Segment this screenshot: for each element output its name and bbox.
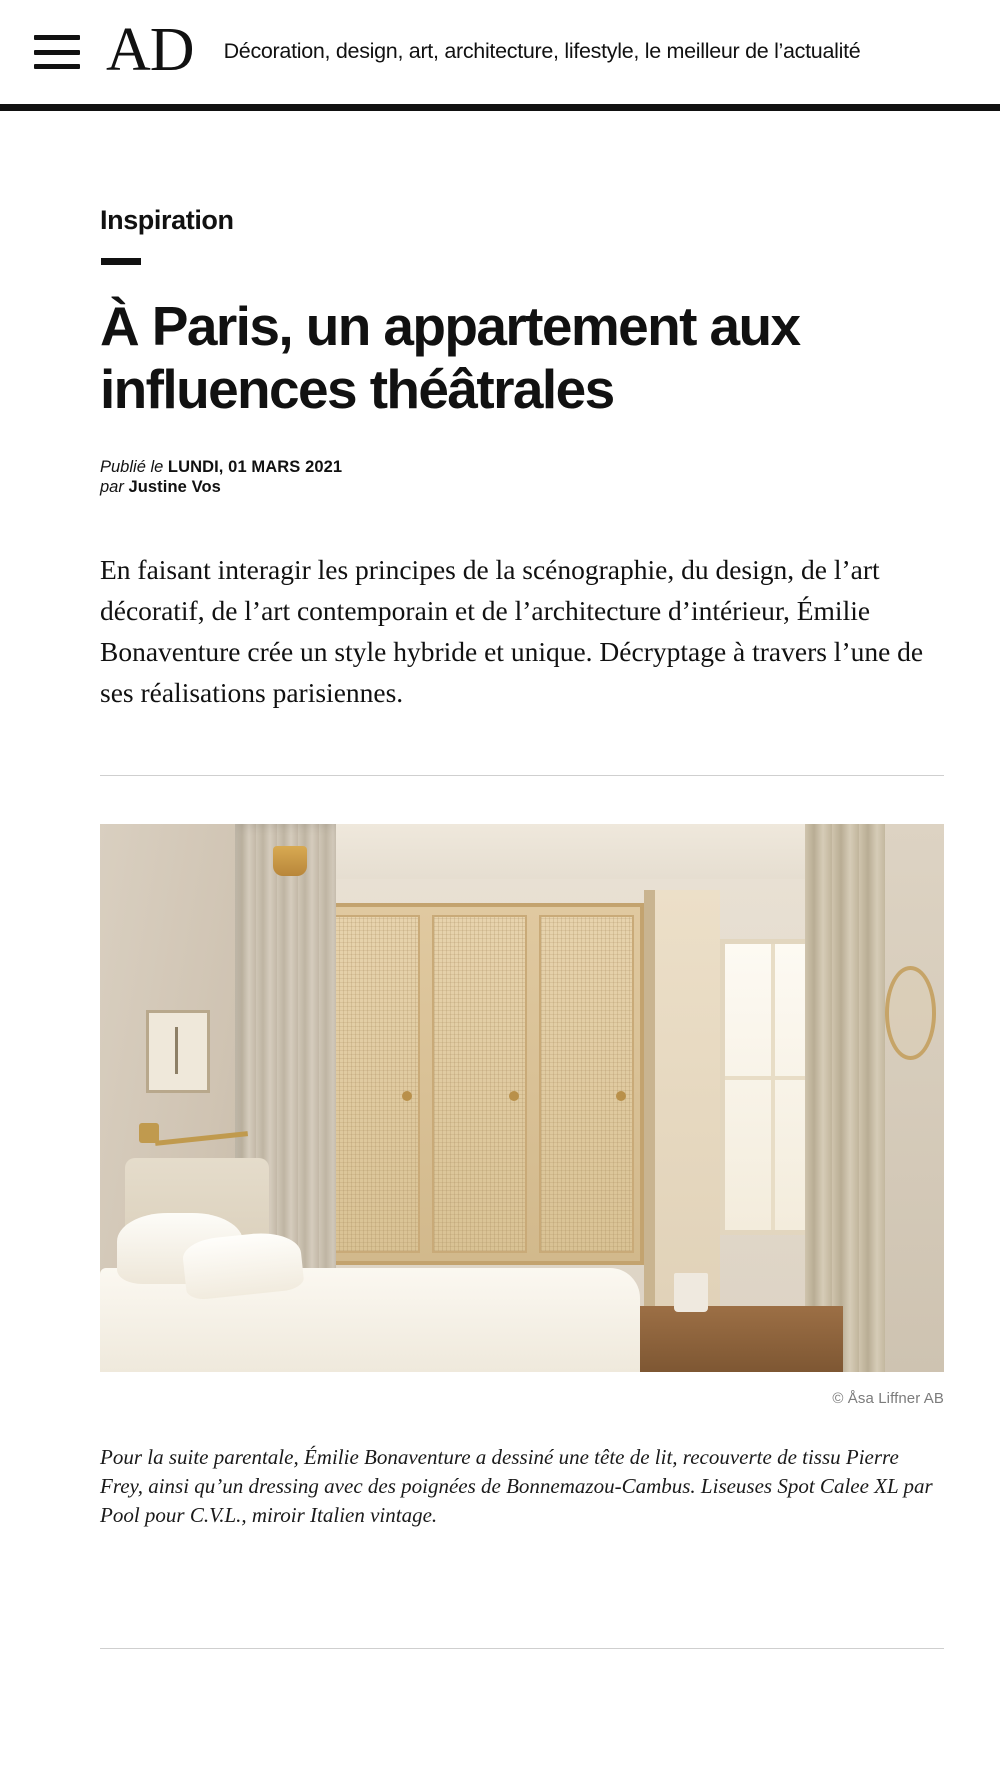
author-label: par — [100, 478, 124, 496]
article-rubric[interactable]: Inspiration — [100, 205, 234, 235]
bedroom-illustration — [100, 824, 944, 1372]
wardrobe-handle-icon — [509, 1091, 519, 1101]
ceiling-light-fixture — [273, 846, 307, 876]
wardrobe-handle-icon — [402, 1091, 412, 1101]
hamburger-bar-3 — [34, 64, 80, 69]
ad-logo[interactable]: AD — [106, 16, 194, 84]
curtain-right — [805, 824, 889, 1372]
author-name[interactable]: Justine Vos — [128, 478, 221, 496]
page-tail-spacer — [100, 1649, 944, 1689]
byline-published — [100, 457, 944, 477]
vintage-mirror — [885, 966, 936, 1059]
article-figure — [100, 824, 944, 1530]
waste-bin — [674, 1273, 708, 1311]
cane-wardrobe — [315, 903, 644, 1265]
wall-sconce-head — [139, 1123, 159, 1143]
content-divider — [100, 775, 944, 776]
wardrobe-edge — [644, 890, 654, 1372]
rubric-underline — [101, 258, 141, 265]
wardrobe-panel — [325, 915, 420, 1253]
hamburger-bar-2 — [34, 50, 80, 55]
framed-artwork — [146, 1010, 209, 1092]
header-spacer — [0, 111, 1000, 119]
header-rule — [0, 104, 1000, 111]
image-credit: © Åsa Liffner AB — [832, 1390, 944, 1407]
wardrobe-handle-icon — [616, 1091, 626, 1101]
article-image — [100, 824, 944, 1372]
article-standfirst: En faisant interagir les principes de la scénographie, du design, de l’art décoratif, de l’art contemporain et de l’architecture d’intérieur, Émilie Bonaventure crée un style hybride et unique. Décryptage à travers l’une de ses réalisations parisiennes. — [100, 554, 924, 708]
wardrobe-panel — [432, 915, 527, 1253]
window-mullion-vertical — [771, 944, 775, 1230]
image-caption: Pour la suite parentale, Émilie Bonaventure a dessiné une tête de lit, recouverte de tissu Pierre Frey, ainsi qu’un dressing avec des poignées de Bonnemazou-Cambus. Liseuses Spot Calee XL par Pool pour C.V.L., miroir Italien vintage. — [100, 1445, 933, 1527]
wardrobe-panel — [539, 915, 634, 1253]
hamburger-bar-1 — [34, 35, 80, 40]
article-body — [0, 205, 1000, 1689]
published-date: LUNDI, 01 MARS 2021 — [167, 458, 343, 476]
site-header — [0, 0, 1000, 104]
published-label: Publié le — [100, 458, 164, 476]
byline-author — [100, 477, 944, 497]
hamburger-menu-icon[interactable] — [34, 35, 80, 69]
page-title: À Paris, un appartement aux influences théâtrales — [100, 295, 800, 420]
site-tagline: Décoration, design, art, architecture, lifestyle, le meilleur de l’actualité — [223, 39, 861, 63]
far-right-wall — [885, 824, 944, 1372]
byline — [100, 457, 944, 497]
